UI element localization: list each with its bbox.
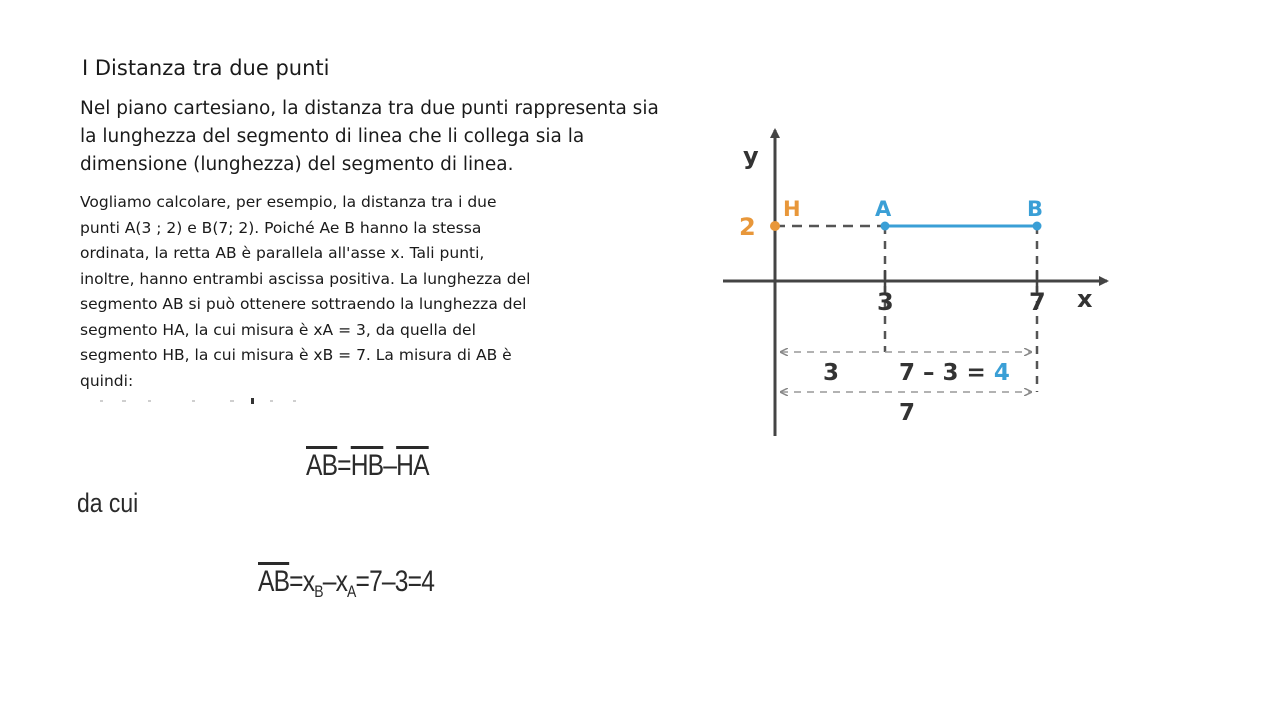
x-tick-label-7: 7 [1029, 288, 1046, 316]
point-h-label: H [783, 197, 801, 221]
formula-xb: x [302, 565, 315, 598]
point-h [770, 221, 780, 231]
body-line: segmento HA, la cui misura è xA = 3, da quella del [80, 320, 476, 339]
formula-equals: = [337, 449, 351, 482]
body-line: ordinata, la retta AB è parallela all'asse x. Tali punti, [80, 244, 485, 262]
dimension-label-7: 7 [899, 400, 916, 426]
body-line: punti A(3 ; 2) e B(7; 2). Poiché Ae B hanno la stessa [80, 218, 482, 237]
intro-paragraph [80, 95, 690, 179]
body-line: segmento HB, la cui misura è xB = 7. La misura di AB è [80, 346, 512, 364]
dimension-label-3: 3 [823, 360, 840, 386]
cartesian-diagram [715, 120, 1115, 440]
formula-term-hb: $\overline{HB}$ [350, 449, 384, 482]
formula-term-ab: $\overline{AB}$ [258, 565, 290, 598]
formula-xa-subscript: A [347, 582, 356, 601]
intro-line: la lunghezza del segmento di linea che li collega sia la [80, 126, 585, 147]
body-line: segmento AB si può ottenere sottraendo la lunghezza del [80, 295, 527, 313]
x-axis-label: x [1077, 285, 1093, 313]
formula-result: =7–3=4 [355, 565, 435, 598]
point-a [881, 222, 890, 231]
intro-line: dimensione (lunghezza) del segmento di linea. [80, 154, 514, 175]
dimension-diff-value: 4 [993, 360, 1010, 386]
formula-xb-subscript: B [314, 582, 323, 601]
y-tick-label: 2 [739, 213, 756, 241]
x-tick-label-3: 3 [877, 288, 894, 316]
point-b [1033, 222, 1042, 231]
dimension-label-diff [899, 360, 1010, 386]
formula-minus: – [383, 449, 397, 482]
formula-xa: x [335, 565, 348, 598]
dimension-diff-text: 7 – 3 = [899, 360, 986, 386]
formula-ab-result [258, 565, 434, 602]
formula-ab-difference [306, 449, 429, 483]
formula-minus: – [322, 565, 336, 598]
formula-equals: = [289, 565, 303, 598]
body-line: quindi: [80, 371, 134, 390]
intro-line: Nel piano cartesiano, la distanza tra due punti rappresenta sia [80, 98, 659, 119]
point-b-label: B [1027, 197, 1044, 221]
formula-term-ha: $\overline{HA}$ [396, 449, 429, 482]
point-a-label: A [875, 197, 892, 221]
body-line: Vogliamo calcolare, per esempio, la distanza tra i due [80, 193, 497, 211]
connector-text: da cui [77, 488, 139, 518]
y-axis-label: y [743, 142, 759, 170]
scan-artifact [100, 398, 300, 404]
formula-term-ab: $\overline{AB}$ [306, 449, 338, 482]
body-paragraph [80, 190, 580, 394]
body-line: inoltre, hanno entrambi ascissa positiva. La lunghezza del [80, 269, 531, 288]
slide-title: I Distanza tra due punti [82, 56, 330, 80]
